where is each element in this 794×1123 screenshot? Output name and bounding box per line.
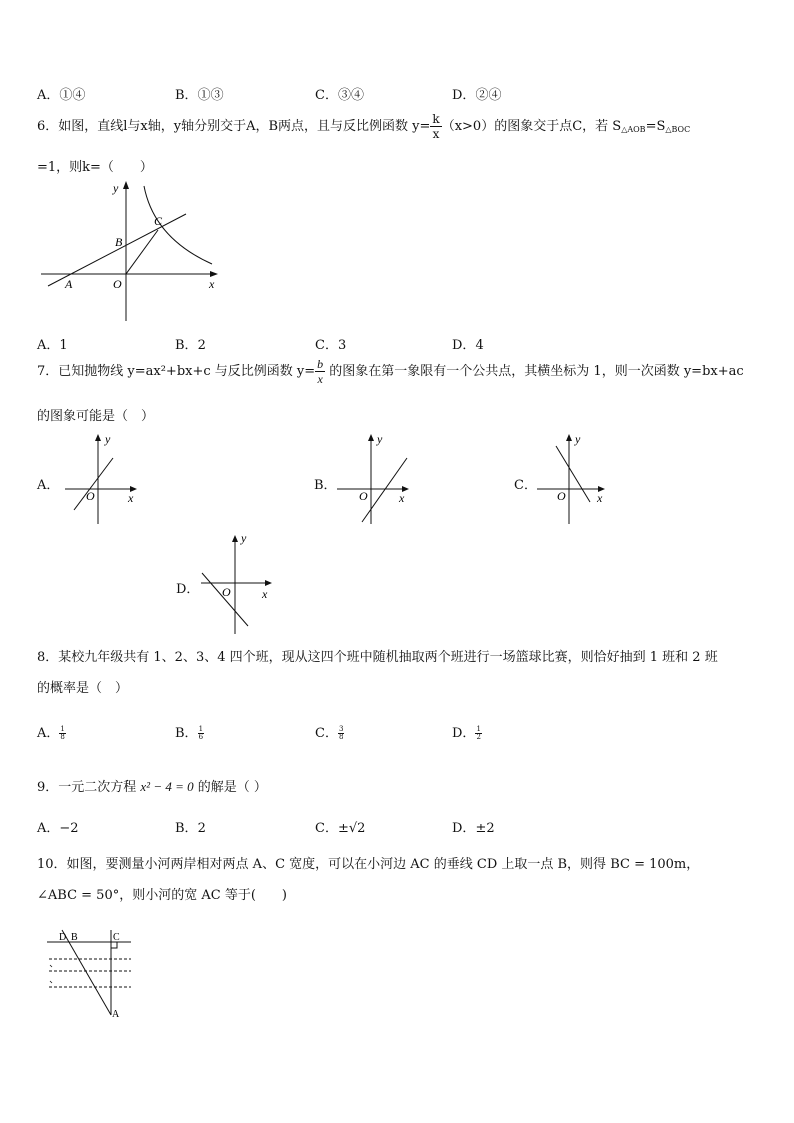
q6-option-a: A．1 [37, 338, 68, 353]
q9-option-d: D．±2 [452, 821, 495, 836]
svg-text:B: B [71, 932, 78, 943]
svg-text:x: x [262, 587, 268, 601]
q7-graph-c-letter: C． [514, 478, 537, 493]
svg-text:O: O [359, 489, 368, 503]
svg-text:x: x [597, 491, 603, 505]
q7-graph-d [196, 530, 281, 636]
q6-fraction: $\frac{k}{x}$ [432, 112, 440, 141]
q7-stem-line1: 7．已知抛物线 y=ax²+bx+c 与反比例函数 y= $\frac{b}{x}$ 的图象在第一象限有一个公共点，其横坐标为 1，则一次函数 y=bx+ac [37, 357, 744, 386]
svg-text:O: O [557, 489, 566, 503]
q9-option-c: C．±√2 [315, 821, 366, 836]
q8-stem-line2: 的概率是（ ） [37, 681, 129, 696]
svg-text:y: y [377, 432, 383, 446]
q6-fig-x-label: x [209, 277, 215, 291]
q9-option-b: B．2 [175, 821, 206, 836]
q7-graph-d-letter: D． [176, 582, 200, 597]
q10-stem-line2: ∠ABC = 50°，则小河的宽 AC 等于( ) [37, 888, 287, 903]
q8-option-b: B． $\frac{1}{6}$ [175, 725, 204, 741]
q6-figure [36, 178, 236, 328]
q7-graph-a-letter: A． [37, 478, 60, 493]
q6-option-b: B．2 [175, 338, 206, 353]
q8-option-a: A． $\frac{1}{8}$ [37, 725, 65, 741]
q9-stem: 9．一元二次方程 x² − 4 = 0 的解是（ ） [37, 779, 267, 795]
q8-stem-line1: 8．某校九年级共有 1、2、3、4 四个班，现从这四个班中随机抽取两个班进行一场篮球比赛，则恰好抽到 1 班和 2 班 [37, 650, 718, 665]
q7-graph-a [60, 430, 145, 526]
q6-option-c: C．3 [315, 338, 347, 353]
svg-text:O: O [86, 489, 95, 503]
q8-option-d: D． $\frac{1}{2}$ [452, 725, 481, 741]
q6-stem-line2: =1，则k=（ ） [37, 160, 153, 175]
q7-graph-c [532, 430, 617, 526]
q5-option-d: D．②④ [452, 88, 502, 103]
q6-fig-a-label: A [65, 277, 73, 291]
svg-text:x: x [128, 491, 134, 505]
q7-stem-line2: 的图象可能是（ ） [37, 409, 155, 424]
q5-option-b: B．①③ [175, 88, 224, 103]
svg-text:O: O [222, 585, 231, 599]
q6-fig-o-label: O [113, 277, 122, 291]
q7-fraction: $\frac{b}{x}$ [317, 357, 324, 386]
q9-option-a: A．−2 [37, 821, 79, 836]
q5-option-c: C．③④ [315, 88, 364, 103]
q10-stem-line1: 10．如图，要测量小河两岸相对两点 A、C 宽度，可以在小河边 AC 的垂线 CD 上取一点 B，则得 BC = 100m， [37, 857, 700, 872]
svg-text:A: A [112, 1009, 120, 1020]
svg-text:C: C [113, 932, 120, 943]
q5-option-a: A．①④ [37, 88, 86, 103]
svg-text:x: x [399, 491, 405, 505]
q7-graph-b [334, 430, 419, 526]
svg-text:y: y [105, 432, 111, 446]
q6-fig-y-label: y [113, 181, 119, 195]
svg-text:y: y [241, 531, 247, 545]
q10-figure [44, 925, 140, 1021]
q6-stem-line1: 6．如图，直线l与x轴，y轴分别交于A，B两点，且与反比例函数 y= $\frac{k}{x}$ （x>0）的图象交于点C，若 $S_{\triangle AOB}=S_{\triangle BOC}$ [37, 112, 691, 141]
svg-text:D: D [59, 932, 67, 943]
q6-fig-c-label: C [154, 214, 163, 228]
q6-fig-b-label: B [115, 235, 123, 249]
q6-option-d: D．4 [452, 338, 484, 353]
svg-text:y: y [575, 432, 581, 446]
q8-option-c: C． $\frac{3}{8}$ [315, 725, 344, 741]
q7-graph-b-letter: B． [314, 478, 337, 493]
